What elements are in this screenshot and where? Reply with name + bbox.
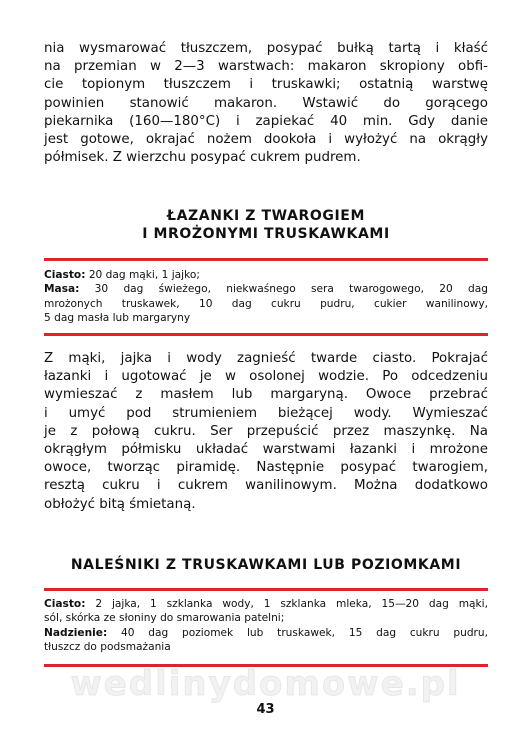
intro-paragraph bbox=[44, 40, 488, 167]
recipe1-bottom-rule bbox=[44, 333, 488, 336]
method-line: okrągłym półmisku układać warstwami łazanki i mrożone bbox=[44, 442, 488, 458]
method-line: owoce, tworząc piramidę. Następnie posypać twarogiem, bbox=[44, 460, 488, 476]
watermark: wedlinydomowe.pl bbox=[70, 664, 461, 704]
ciasto-line bbox=[44, 268, 488, 282]
masa-text: 30 dag świeżego, niekwaśnego sera twarogowego, 20 dag bbox=[79, 283, 488, 296]
recipe2-ingredients bbox=[44, 597, 488, 655]
nadzienie-label: Nadzienie: bbox=[44, 626, 108, 639]
recipe2-top-rule bbox=[44, 588, 488, 591]
method-line: obłożyć bitą śmietaną. bbox=[44, 496, 196, 512]
method-line: Z mąki, jajka i wody zagnieść twarde ciasto. Pokrajać bbox=[44, 351, 488, 366]
nadzienie-line bbox=[44, 626, 488, 640]
ciasto-label: Ciasto: bbox=[44, 269, 86, 281]
nadzienie-line-2: tłuszcz do podsmażania bbox=[44, 641, 171, 654]
intro-line: nia wysmarować tłuszczem, posypać bułką tartą i kłaść bbox=[44, 41, 488, 56]
recipe1-ingredients bbox=[44, 268, 488, 326]
ciasto-line bbox=[44, 597, 488, 611]
method-line: wymieszać z masłem lub margaryną. Owoce przebrać bbox=[44, 387, 488, 403]
recipe1-title-line2: I MROŻONYMI TRUSKAWKAMI bbox=[142, 226, 390, 242]
intro-line: piekarnika (160—180°C) i zapiekać 40 min. Gdy danie bbox=[44, 113, 488, 129]
masa-line bbox=[44, 282, 488, 296]
method-line: resztą cukru i cukrem wanilinowym. Można dodatkowo bbox=[44, 478, 488, 494]
intro-line: półmisek. Z wierzchu posypać cukrem pudrem. bbox=[44, 150, 361, 166]
ciasto-label: Ciasto: bbox=[44, 598, 86, 610]
intro-line: jest gotowe, okrajać nożem dookoła i wyłożyć na okrągły bbox=[44, 132, 488, 148]
intro-line: na przemian w 2—3 warstwach: makaron skropiony obfi- bbox=[44, 59, 488, 75]
page-number: 43 bbox=[256, 702, 275, 717]
method-line: łazanki i ugotować je w osolonej wodzie. Po odcedzeniu bbox=[44, 369, 488, 385]
method-line: je z połową cukru. Ser przepuścić przez maszynkę. Na bbox=[44, 423, 488, 439]
intro-line: cie topionym tłuszczem i truskawki; ostatnią warstwę bbox=[44, 77, 488, 93]
recipe2-title: NALEŚNIKI Z TRUSKAWKAMI LUB POZIOMKAMI bbox=[70, 557, 462, 573]
ciasto-text: 2 jajka, 1 szklanka wody, 1 szklanka mleka, 15—20 dag mąki, bbox=[85, 598, 488, 610]
masa-label: Masa: bbox=[44, 283, 80, 296]
masa-line-3: 5 dag masła lub margaryny bbox=[44, 312, 191, 325]
method-line: i umyć pod strumieniem bieżącej wody. Wymieszać bbox=[44, 405, 488, 421]
intro-line: powinien stanowić makaron. Wstawić do gorącego bbox=[44, 95, 488, 111]
masa-line-2: mrożonych truskawek, 10 dag cukru pudru, cukier wanilinowy, bbox=[44, 297, 488, 310]
ciasto-text: 20 dag mąki, 1 jajko; bbox=[85, 269, 200, 281]
recipe1-method bbox=[44, 350, 488, 514]
recipe1-top-rule bbox=[44, 258, 488, 261]
nadzienie-text: 40 dag poziomek lub truskawek, 15 dag cukru pudru, bbox=[107, 626, 488, 639]
ciasto-line-2: sól, skórka ze słoniny do smarowania patelni; bbox=[44, 612, 285, 625]
recipe1-title-line1: ŁAZANKI Z TWAROGIEM bbox=[167, 208, 365, 224]
